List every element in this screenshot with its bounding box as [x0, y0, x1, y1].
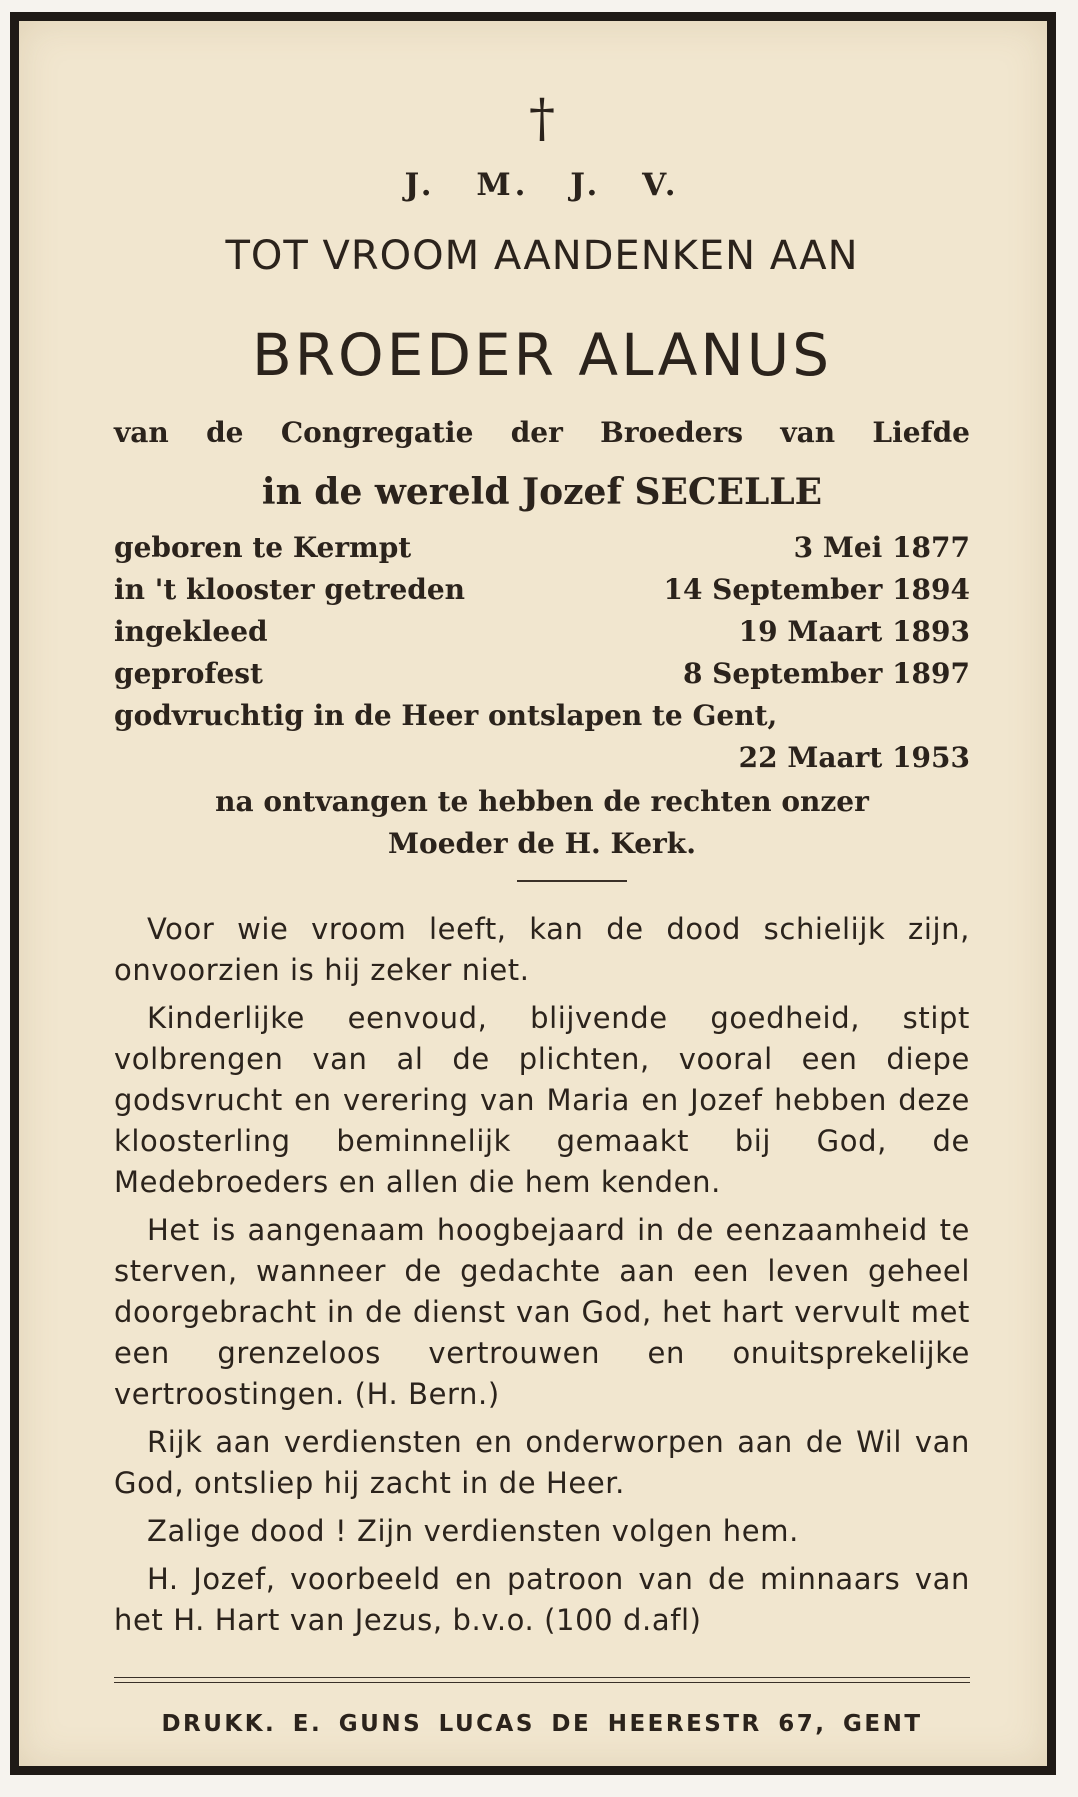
fact-row-born — [114, 531, 970, 564]
fact-row-professed — [114, 657, 970, 690]
footer-rule — [114, 1677, 970, 1678]
cross-icon: † — [529, 89, 555, 149]
body-text — [114, 909, 970, 1648]
world-name: in de wereld Jozef SECELLE — [261, 471, 823, 513]
death-date: 22 Maart 1953 — [738, 741, 970, 774]
fact-label: in 't klooster getreden — [114, 573, 466, 606]
printer-imprint: DRUKK. E. GUNS LUCAS DE HEERESTR 67, GENT — [161, 1711, 923, 1737]
paragraph: Kinderlijke eenvoud, blijvende goedheid, stipt volbrengen van al de plichten, vooral een diepe godsvrucht en verering van Maria en Jozef hebben deze kloosterling beminnelijk gemaakt bij God, de Medebroeders en allen die hem kenden. — [114, 1001, 970, 1199]
paragraph: Rijk aan verdiensten en onderworpen aan de Wil van God, ontsliep hij zacht in de Heer. — [114, 1425, 970, 1500]
sacraments-line-2: Moeder de H. Kerk. — [388, 827, 696, 860]
fact-date: 8 September 1897 — [682, 657, 970, 690]
fact-label: geboren te Kermpt — [114, 531, 412, 564]
paragraph: Zalige dood ! Zijn verdiensten volgen hem. — [147, 1514, 799, 1548]
footer-rule — [114, 1682, 970, 1683]
paragraph: H. Jozef, voorbeeld en patroon van de minnaars van het H. Hart van Jezus, b.v.o. (100 d.afl) — [114, 1562, 970, 1637]
card-content — [114, 21, 970, 1766]
death-line: godvruchtig in de Heer ontslapen te Gent, — [114, 699, 778, 732]
paragraph: Voor wie vroom leeft, kan de dood schielijk zijn, onvoorzien is hij zeker niet. — [114, 912, 970, 987]
paragraph: Het is aangenaam hoogbejaard in de eenzaamheid te sterven, wanneer de gedachte aan een leven geheel doorgebracht in de dienst van God, het hart vervult met een grenzeloos vertrouwen en onuitsprekelijke vertroostingen. (H. Bern.) — [114, 1213, 970, 1411]
fact-date: 3 Mei 1877 — [793, 531, 970, 564]
fact-date: 14 September 1894 — [663, 573, 970, 606]
fact-row-entered — [114, 573, 970, 606]
sacraments-line-1: na ontvangen te hebben de rechten onzer — [215, 785, 869, 818]
heading: TOT VROOM AANDENKEN AAN — [225, 233, 859, 279]
fact-date: 19 Maart 1893 — [738, 615, 970, 648]
congregation: van de Congregatie der Broeders van Liefde — [114, 416, 970, 449]
fact-label: geprofest — [114, 657, 263, 690]
fact-row-clothed — [114, 615, 970, 648]
death-date-row — [114, 741, 970, 774]
initials: J. M. J. V. — [404, 167, 680, 203]
fact-label: ingekleed — [114, 615, 268, 648]
separator-rule — [517, 880, 627, 882]
deceased-name: BROEDER ALANUS — [251, 321, 833, 389]
memorial-card — [10, 12, 1056, 1775]
